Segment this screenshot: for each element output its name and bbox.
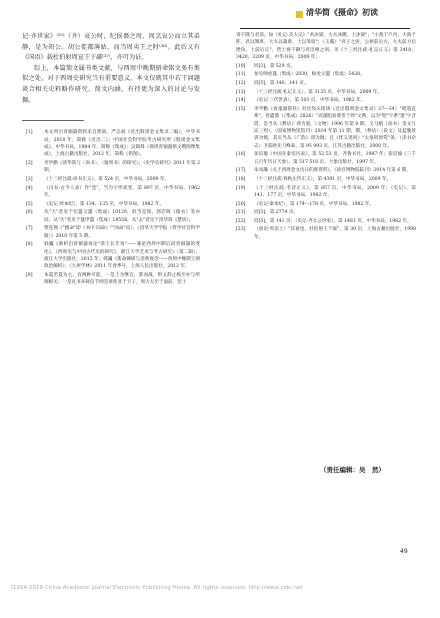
header-marker [296, 11, 303, 18]
endnote [232, 32, 416, 62]
endnote [232, 218, 416, 225]
page-number: 49 [400, 548, 408, 555]
endnote-number: [19] [236, 185, 246, 191]
endnote-number: [12] [236, 81, 246, 86]
running-header [240, 6, 410, 24]
footnote-rule [22, 120, 84, 121]
endnote [232, 97, 416, 104]
endnote-number: [11] [236, 72, 246, 78]
endnote-number: [4] [26, 185, 33, 191]
endnote [232, 209, 416, 216]
endnote [22, 272, 200, 287]
endnote [22, 201, 200, 208]
endnote [232, 226, 416, 241]
endnote-number: [3] [26, 176, 33, 182]
endnote-number: [17] [236, 168, 246, 174]
endnote-text: 张培瑜《中国先秦史历表》，第 52 53 页，齐鲁书社，1987 年；张培瑜《三千五百年历日天象》，第 517 518 页，大象出版社，1997 年。 [254, 152, 416, 165]
endnote [22, 241, 200, 271]
endnote [22, 160, 200, 175]
left-column [22, 32, 200, 288]
endnote-text: 参见师虎簋（集成）2830，师虎父盨（集成）5428。 [254, 72, 365, 78]
endnote-text: 同[3]，第 529 页。 [254, 63, 296, 69]
body-paragraph: 综上，本篇简文属书类文献，与西周中晚期册命铭文多有类似之处，对于西周史研究当有重要意义。本文仅就其中若干问题谈合相关史料略作研究，简文内涵，有待更为深入的讨论与发掘。 [22, 64, 200, 104]
endnote-text: 从"大"者见于伯簋父盨（集成）10129，似当是简，郭店简《缁衣》等亦同。从"失"者见于簋甲盨（集成）19558，从"去"者见于清华简《楚居》。 [44, 210, 200, 223]
endnote-text: （史记·秦本纪），第 174—178 页，中华书局，1982 年。 [254, 201, 375, 207]
endnote [232, 63, 416, 70]
endnote-number: [21] [236, 210, 246, 216]
endnote [232, 71, 416, 78]
endnote-text: 韩巍《新析出青铜器再论"恭王长年说"——兼论西周中期后段青铜器的变化》，《西周史与中国古代史的研究》，浙江大学艺术与考古研究》（第二辑），浙江大学出版社，2015 年；韩巍《新命镈研与金新观念——西周中晚期王朝政治解析》，《九州学林》2011 年春季号，上海人民出版社，2012 年。 [44, 242, 200, 270]
endnote-number: [16] [236, 152, 246, 158]
endnote-text: 同[3]，第 2774 页。 [254, 210, 299, 216]
endnote [22, 129, 200, 159]
endnote-text: 同[5]，第 141 页；（史记·齐太公世家），第 1481 页，中华书局，1982 年。 [254, 218, 412, 224]
endnote [232, 185, 416, 200]
endnote-number: [13] [236, 89, 246, 95]
endnote-number: [10] [236, 63, 246, 69]
endnote [232, 167, 416, 174]
copyright-footer: ?1994-2018 China Academic Journal Electronic Publishing House. All rights reserved. http://www.cnki.net [10, 585, 303, 591]
endnote-text: 同[5]，第 140、141 页。 [254, 81, 309, 86]
endnote-text: （汉书·古今人表）作"党"，当为字形讹变，第 897 页，中华书局，1962 年。 [44, 185, 200, 198]
endnote-text: 本文所引青铜器资料未自然简，严志斌《近出殷周金文集录二编》，中华书局，2010 年，简称《近出二》；中国社会科学院考古研究所《殷周金文集成》，中华书局，1984 年，简称《集成》；吴镇烽《商周青铜器铭文暨图像集成》，上海古籍出版社，2012 年，简称《铭图》。 [44, 130, 200, 158]
endnote [22, 209, 200, 224]
endnote-number: [1] [26, 130, 33, 136]
endnote-text: （国语·周语上）"其衰也，杜伯射王于鄗"，第 30 页，上海古籍出版社，1998 年。 [254, 227, 416, 240]
endnote-text: 《十三经注疏·毛诗正义》，第 857 页，中华书局，2009 年；《史记》，第 141、177 页，中华书局，1982 年。 [254, 185, 416, 198]
endnote-number: [9] [26, 272, 33, 278]
endnote-number: [14] [236, 98, 246, 104]
editor-credit: （责任编辑：吴 然） [320, 466, 385, 474]
endnote-number: [18] [236, 177, 246, 182]
endnote-text: 李学勤《清华简与〈尚书〉、〈逸周书〉的研究》，《史学史研究》2011 年第 2 期。 [44, 160, 200, 174]
endnote-text: 《史记·周本纪》，第 134、135 页，中华书局，1982 年。 [44, 201, 165, 207]
endnote-number: [8] [26, 242, 33, 248]
endnote-text: （十三经注疏·礼记正义），第 3135 页，中华书局，2009 年。 [254, 89, 382, 95]
endnote [22, 225, 200, 240]
endnote-text: 本篇若夏为主，有两种可能，一是土为继官，掌而战，则文辞止纵至亦与所阐相关；一是礼书多载仪节则是讲俟亚于天子，周大夫至于面前，但土 [44, 272, 200, 286]
endnote [232, 106, 416, 150]
endnote [22, 176, 200, 183]
endnote-text: 朱凤瀚《关于西周金文历日的新资料》，《故宫博物院院刊》2014 年第 6 期。 [254, 168, 411, 174]
right-column [232, 32, 416, 242]
endnote [232, 80, 416, 87]
endnote [232, 89, 416, 96]
running-title: 清华简《摄命》初读 [306, 7, 378, 17]
endnote-number: [7] [26, 226, 33, 232]
endnote-text: 寄不隆与君前。如《礼记·丧大记》"君沐梁，大夫沐稷，士沐梁"；"小敛于户内，大敛于阼。君以簟席，大夫以蒲席，士以苇席"；《玉藻》"君子之居，公侯前后方，大夫前方后挫角，士前后正"。皆士视不御与君臣相之别。见《十三经注疏·礼记正义》第 3418、3420、3209 页，中华书局，2009 年。 [236, 33, 416, 61]
endnote [232, 201, 416, 208]
endnote-text: 李学勤《夜鬼器铭补》对比埙夫铭铸《近出殷周金文集录》27—34）"昭遗直系"。曾鑫鼎（《集成》2826）"高谨阻易谟善于周"文例，以为"昭"字系"遗"字音借，是当从《释诂》训为遗，（文物）1996 年第 9 期。又马植（尚书）金文互证三则），（国家博物馆馆刊）2014 年第 11 期，期，（释诂）（说文）及蓝腹曾训为慎，其实当从《广韵》训为傲；且《忧义进同》"太豪刑原赏"条，（读书杂志）卫茹欧先刀峰泰，第 95 993 页，江苏古籍出版社，2000 年。 [254, 106, 416, 149]
body-paragraph: 记·齐世家》⁽²⁵⁾（齐）哀公时，纪侯谮之周，周烹哀公而立其弟静，是为胡公。胡公徙都薄姑，而当周夷王之时⁽²⁶⁾。此后又有《国语》载杜伯射周宣王于鄗⁽²⁷⁾，亦可为证。 [22, 33, 200, 62]
endnote-text: （十三经注疏·春秋左传正义），第 4391 页，中华书局，2009 年。 [254, 177, 392, 182]
endnote-number: [5] [26, 201, 33, 207]
endnote-number: [22] [236, 218, 246, 224]
notes-list-right [232, 32, 416, 241]
endnote [232, 176, 416, 183]
endnote-text: 贾连翔《"摄命"即《书序·冏命》""冏命"说》，《清华大学学报（哲学社会科学版）》2018 年第 5 期。 [44, 226, 200, 239]
notes-list-left [22, 129, 200, 287]
endnote-text: （史记·三代世表），第 503 页，中华书局，1982 年。 [254, 98, 366, 104]
endnote-number: [15] [236, 106, 246, 112]
endnote-number: [20] [236, 201, 246, 207]
endnote-text: 《十三经注疏·尚书正义》，第 524 页，中华书局，2009 年。 [44, 176, 170, 182]
endnote-number: [23] [236, 227, 246, 233]
endnote-number: [6] [26, 210, 33, 216]
endnote [232, 151, 416, 166]
endnote-number: [2] [26, 160, 33, 166]
header-rule [240, 28, 410, 29]
endnote [22, 185, 200, 200]
